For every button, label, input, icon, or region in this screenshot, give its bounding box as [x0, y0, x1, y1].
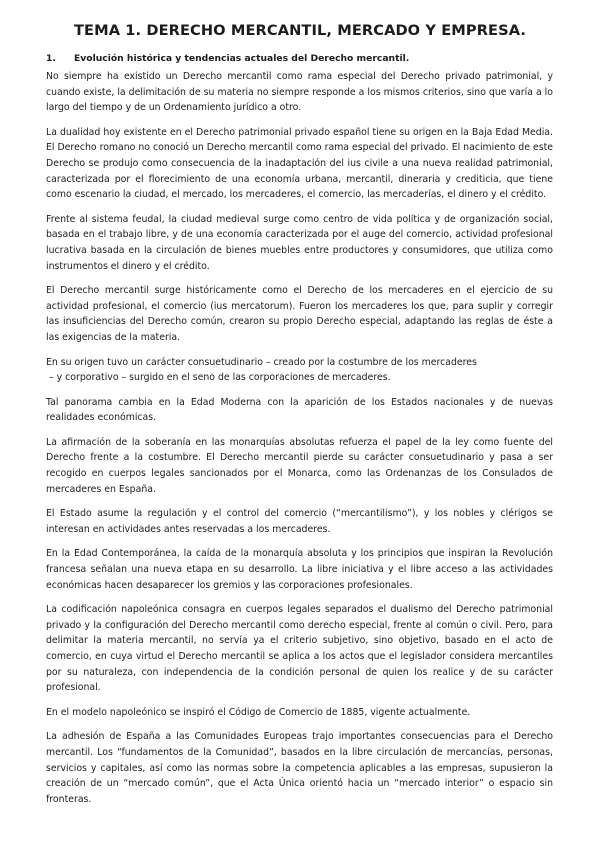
paragraph-line: En su origen tuvo un carácter consuetudinario – creado por la costumbre de los mercaderes: [46, 356, 477, 368]
paragraph: Tal panorama cambia en la Edad Moderna con la aparición de los Estados nacionales y de nuevas realidades económicas.: [46, 396, 553, 424]
paragraph: La dualidad hoy existente en el Derecho patrimonial privado español tiene su origen en la Baja Edad Media. El Derecho romano no conoció un Derecho mercantil como rama especial del privado. El nacimiento de este Derecho se produjo como consecuencia de la inadaptación del ius civile a una nueva realidad patrimonial, caracterizada por el florecimiento de una economía urbana, mercantil, dineraria y crediticia, que tiene como escenario la ciudad, el mercado, los mercaderes, el comercio, las mercaderías, el dinero y el crédito.: [46, 126, 553, 201]
paragraph: No siempre ha existido un Derecho mercantil como rama especial del Derecho privado patrimonial, y cuando existe, la delimitación de su materia no siempre responde a los mismos criterios, sino que varía a lo largo del tiempo y de un Ordenamiento jurídico a otro.: [46, 71, 553, 114]
page-title: TEMA 1. DERECHO MERCANTIL, MERCADO Y EMPRESA.: [73, 22, 527, 39]
section-heading: [46, 53, 409, 64]
paragraph: La adhesión de España a las Comunidades Europeas trajo importantes consecuencias para el Derecho mercantil. Los “fundamentos de la Comunidad”, basados en la libre circulación de mercancías, personas, servicios y capitales, así como las normas sobre la competencia aplicables a las empresas, supusieron la creación de un “mercado común”, que el Acta Única orientó hacia un “mercado interior” o espacio sin fronteras.: [46, 731, 553, 805]
paragraph-line: – y corporativo – surgido en el seno de las corporaciones de mercaderes.: [49, 372, 391, 384]
paragraph: En el modelo napoleónico se inspiró el Código de Comercio de 1885, vigente actualmente.: [46, 706, 471, 718]
document-body: [46, 69, 553, 816]
paragraph: Frente al sistema feudal, la ciudad medieval surge como centro de vida política y de organización social, basada en el trabajo libre, y de una economía caracterizada por el auge del comercio, actividad profesional lucrativa basada en la circulación de bienes muebles entre productores y consumidores, que utiliza como instrumentos el dinero y el crédito.: [46, 213, 553, 272]
paragraph: El Estado asume la regulación y el control del comercio (“mercantilismo”), y los nobles y clérigos se interesan en actividades antes reservadas a los mercaderes.: [46, 508, 553, 535]
paragraph: El Derecho mercantil surge históricamente como el Derecho de los mercaderes en el ejercicio de su actividad profesional, el comercio (ius mercatorum). Fueron los mercaderes los que, para suplir y corregir las insuficiencias del Derecho común, crearon su propio Derecho especial, adaptando las reglas de éste a las exigencias de la materia.: [46, 285, 553, 343]
paragraph: En la Edad Contemporánea, la caída de la monarquía absoluta y los principios que inspiran la Revolución francesa señalan una nueva etapa en su desarrollo. La libre iniciativa y el libre acceso a las actividades económicas hacen desaparecer los gremios y las corporaciones profesionales.: [46, 548, 553, 591]
paragraph: La codificación napoleónica consagra en cuerpos legales separados el dualismo del Derecho patrimonial privado y la configuración del Derecho mercantil como derecho especial, frente al común o civil. Pero, para delimitar la materia mercantil, no servía ya el criterio subjetivo, sino objetivo, basado en el acto de comercio, en cuya virtud el Derecho mercantil se aplica a los actos que el legislador considera mercantiles por su naturaleza, con independencia de la condición personal de quien los realice y de su carácter profesional.: [46, 604, 553, 694]
section-number: 1.: [46, 53, 56, 64]
section-heading-text: Evolución histórica y tendencias actuales del Derecho mercantil.: [74, 53, 410, 64]
paragraph: La afirmación de la soberanía en las monarquías absolutas refuerza el papel de la ley como fuente del Derecho frente a la costumbre. El Derecho mercantil pierde su carácter consuetudinario y pasa a ser recogido en cuerpos legales sancionados por el Monarca, como las Ordenanzas de los Consulados de mercaderes en España.: [46, 436, 553, 495]
paragraph-split: [46, 355, 553, 386]
